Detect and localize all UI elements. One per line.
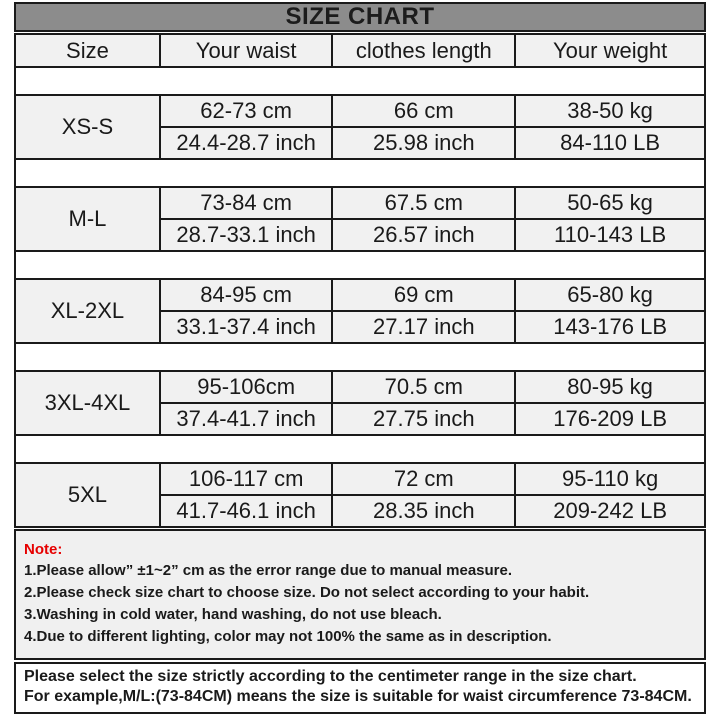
size-label: XL-2XL (15, 279, 160, 343)
size-label: M-L (15, 187, 160, 251)
length-inch-value: 25.98 inch (332, 127, 515, 159)
size-table (14, 33, 706, 528)
table-row (15, 371, 705, 403)
column-header-size: Size (15, 34, 160, 67)
length-inch-value: 27.17 inch (332, 311, 515, 343)
notes-box (14, 529, 706, 660)
spacer-cell (15, 67, 705, 95)
length-inch-value: 26.57 inch (332, 219, 515, 251)
waist-cm-value: 62-73 cm (160, 95, 333, 127)
weight-kg-value: 65-80 kg (515, 279, 705, 311)
length-cm-value: 69 cm (332, 279, 515, 311)
column-header-waist: Your waist (160, 34, 333, 67)
waist-cm-value: 73-84 cm (160, 187, 333, 219)
weight-lb-value: 143-176 LB (515, 311, 705, 343)
size-label: 5XL (15, 463, 160, 527)
header-row (15, 34, 705, 67)
spacer-row (15, 159, 705, 187)
weight-lb-value: 176-209 LB (515, 403, 705, 435)
spacer-cell (15, 159, 705, 187)
table-row (15, 279, 705, 311)
footer-box (14, 662, 706, 714)
length-cm-value: 66 cm (332, 95, 515, 127)
table-row (15, 187, 705, 219)
spacer-row (15, 67, 705, 95)
spacer-row (15, 251, 705, 279)
spacer-cell (15, 343, 705, 371)
length-inch-value: 27.75 inch (332, 403, 515, 435)
note-line-4: 4.Due to different lighting, color may not 100% the same as in description. (24, 628, 552, 645)
weight-kg-value: 80-95 kg (515, 371, 705, 403)
column-header-length: clothes length (332, 34, 515, 67)
spacer-row (15, 343, 705, 371)
waist-inch-value: 24.4-28.7 inch (160, 127, 333, 159)
length-cm-value: 72 cm (332, 463, 515, 495)
weight-kg-value: 38-50 kg (515, 95, 705, 127)
waist-inch-value: 37.4-41.7 inch (160, 403, 333, 435)
size-label: 3XL-4XL (15, 371, 160, 435)
weight-kg-value: 50-65 kg (515, 187, 705, 219)
size-label: XS-S (15, 95, 160, 159)
table-row (15, 463, 705, 495)
waist-cm-value: 106-117 cm (160, 463, 333, 495)
weight-lb-value: 209-242 LB (515, 495, 705, 527)
spacer-cell (15, 251, 705, 279)
page-title: SIZE CHART (14, 2, 706, 32)
column-header-weight: Your weight (515, 34, 705, 67)
weight-lb-value: 110-143 LB (515, 219, 705, 251)
length-cm-value: 67.5 cm (332, 187, 515, 219)
note-line-3: 3.Washing in cold water, hand washing, do not use bleach. (24, 606, 442, 623)
footer-line-2: For example,M/L:(73-84CM) means the size is suitable for waist circumference 73-84CM. (24, 688, 692, 705)
footer-line-1: Please select the size strictly according to the centimeter range in the size chart. (24, 668, 637, 685)
weight-lb-value: 84-110 LB (515, 127, 705, 159)
length-inch-value: 28.35 inch (332, 495, 515, 527)
waist-cm-value: 95-106cm (160, 371, 333, 403)
table-row (15, 95, 705, 127)
note-line-1: 1.Please allow” ±1~2” cm as the error range due to manual measure. (24, 562, 513, 579)
weight-kg-value: 95-110 kg (515, 463, 705, 495)
waist-cm-value: 84-95 cm (160, 279, 333, 311)
length-cm-value: 70.5 cm (332, 371, 515, 403)
waist-inch-value: 28.7-33.1 inch (160, 219, 333, 251)
waist-inch-value: 41.7-46.1 inch (160, 495, 333, 527)
spacer-cell (15, 435, 705, 463)
note-heading: Note: (24, 541, 63, 558)
waist-inch-value: 33.1-37.4 inch (160, 311, 333, 343)
note-line-2: 2.Please check size chart to choose size. Do not select according to your habit. (24, 584, 590, 601)
spacer-row (15, 435, 705, 463)
